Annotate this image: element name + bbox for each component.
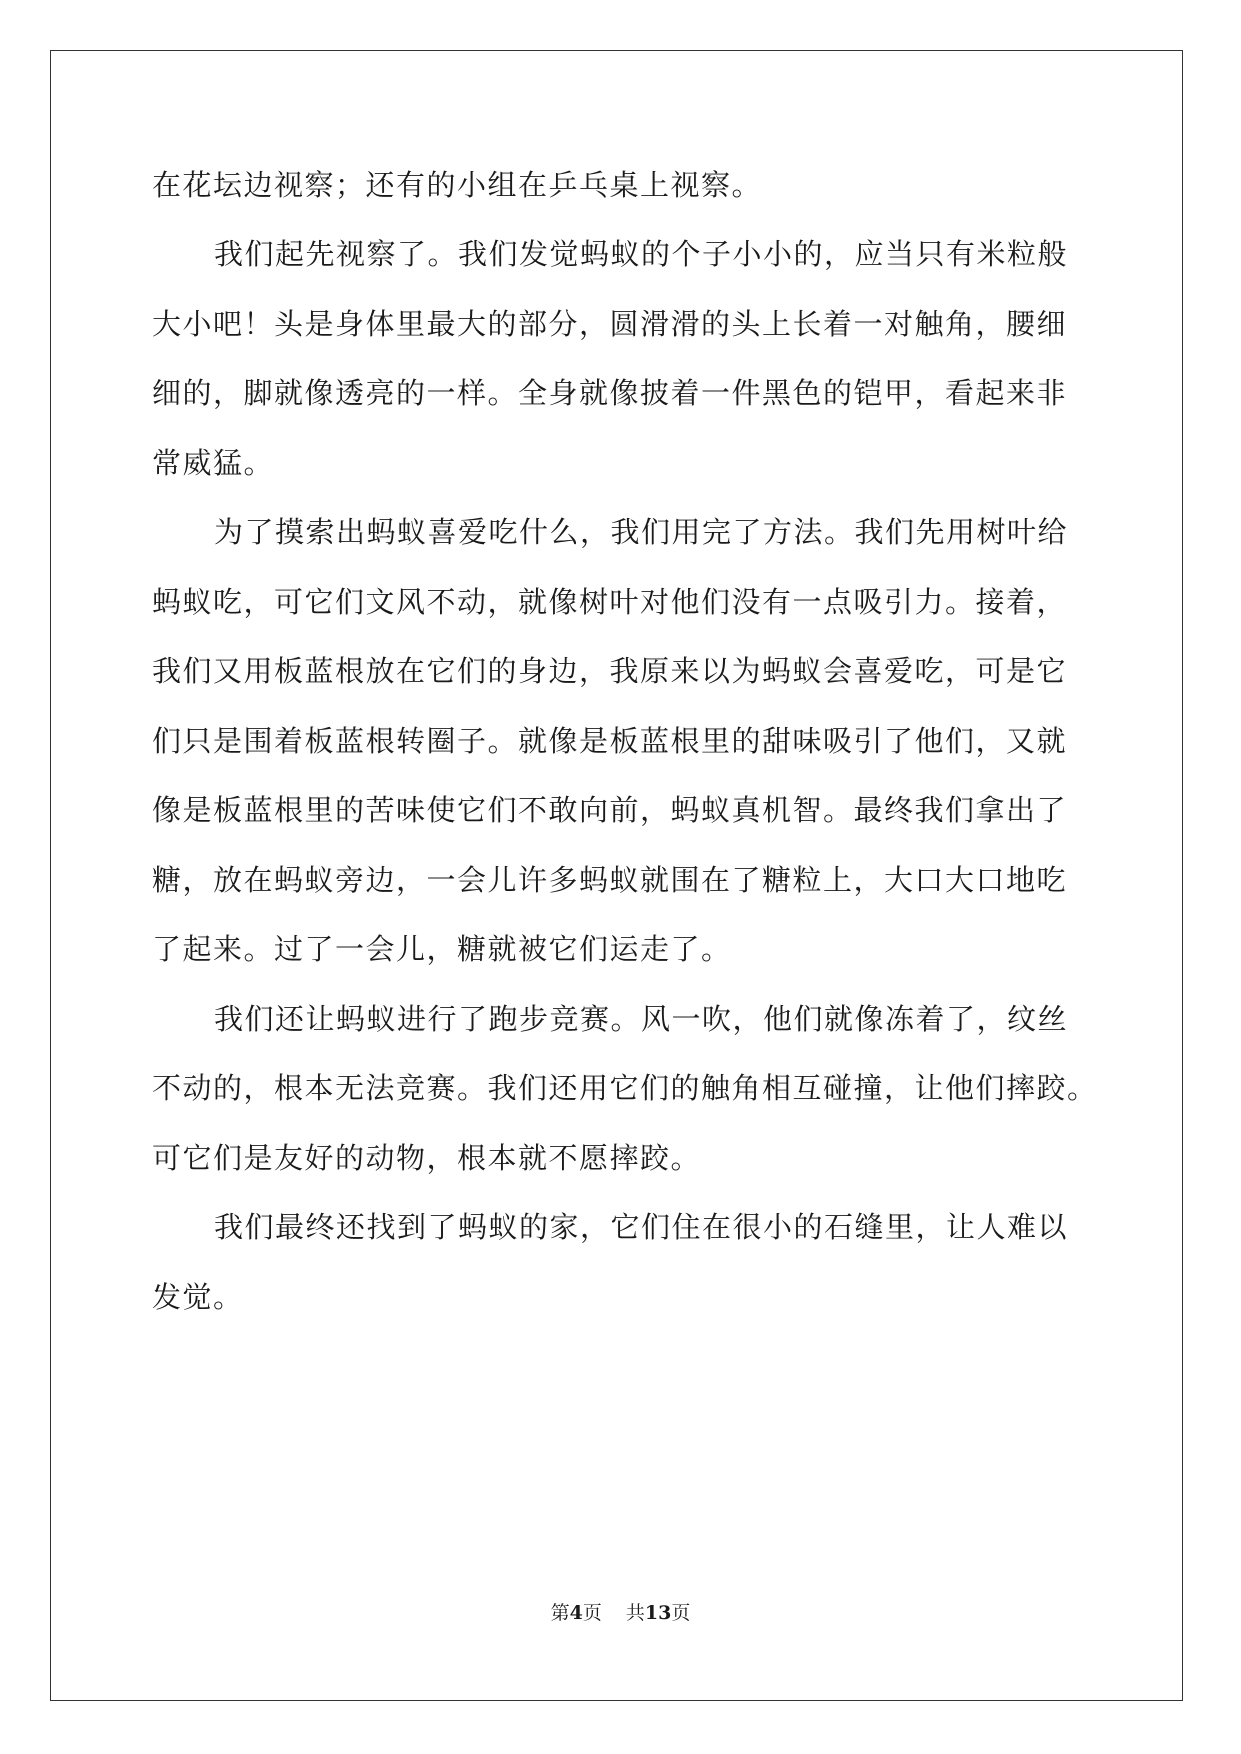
- text-line: 大小吧！头是身体里最大的部分，圆滑滑的头上长着一对触角，腰细: [152, 307, 1068, 341]
- paragraph-start-line: 为了摸索出蚂蚁喜爱吃什么，我们用完了方法。我们先用树叶给: [214, 515, 1069, 549]
- paragraph-start-line: 我们还让蚂蚁进行了跑步竞赛。风一吹，他们就像冻着了，纹丝: [214, 1002, 1069, 1036]
- text-line: 不动的，根本无法竞赛。我们还用它们的触角相互碰撞，让他们摔跤。: [152, 1071, 1098, 1105]
- text-line: 细的，脚就像透亮的一样。全身就像披着一件黑色的铠甲，看起来非: [152, 376, 1068, 410]
- text-line: 我们又用板蓝根放在它们的身边，我原来以为蚂蚁会喜爱吃，可是它: [152, 654, 1068, 688]
- page-prefix: 第: [550, 1602, 570, 1624]
- text-line: 们只是围着板蓝根转圈子。就像是板蓝根里的甜味吸引了他们，又就: [152, 724, 1068, 758]
- text-line: 常威猛。: [152, 446, 275, 480]
- total-suffix: 页: [671, 1602, 691, 1624]
- text-line: 了起来。过了一会儿，糖就被它们运走了。: [152, 932, 732, 966]
- page-footer: [0, 1598, 1241, 1625]
- text-line: 在花坛边视察；还有的小组在乒乓桌上视察。: [152, 168, 763, 202]
- text-line: 像是板蓝根里的苦味使它们不敢向前，蚂蚁真机智。最终我们拿出了: [152, 793, 1068, 827]
- page-number: 4: [569, 1602, 583, 1624]
- total-prefix: 共: [625, 1602, 645, 1624]
- paragraph-start-line: 我们最终还找到了蚂蚁的家，它们住在很小的石缝里，让人难以: [214, 1210, 1069, 1244]
- total-pages: 13: [644, 1602, 672, 1624]
- paragraph-start-line: 我们起先视察了。我们发觉蚂蚁的个子小小的，应当只有米粒般: [214, 237, 1069, 271]
- text-line: 糖，放在蚂蚁旁边，一会儿许多蚂蚁就围在了糖粒上，大口大口地吃: [152, 863, 1068, 897]
- text-line: 发觉。: [152, 1280, 244, 1314]
- text-line: 蚂蚁吃，可它们文风不动，就像树叶对他们没有一点吸引力。接着，: [152, 585, 1068, 619]
- page-suffix: 页: [582, 1602, 602, 1624]
- text-line: 可它们是友好的动物，根本就不愿摔跤。: [152, 1141, 702, 1175]
